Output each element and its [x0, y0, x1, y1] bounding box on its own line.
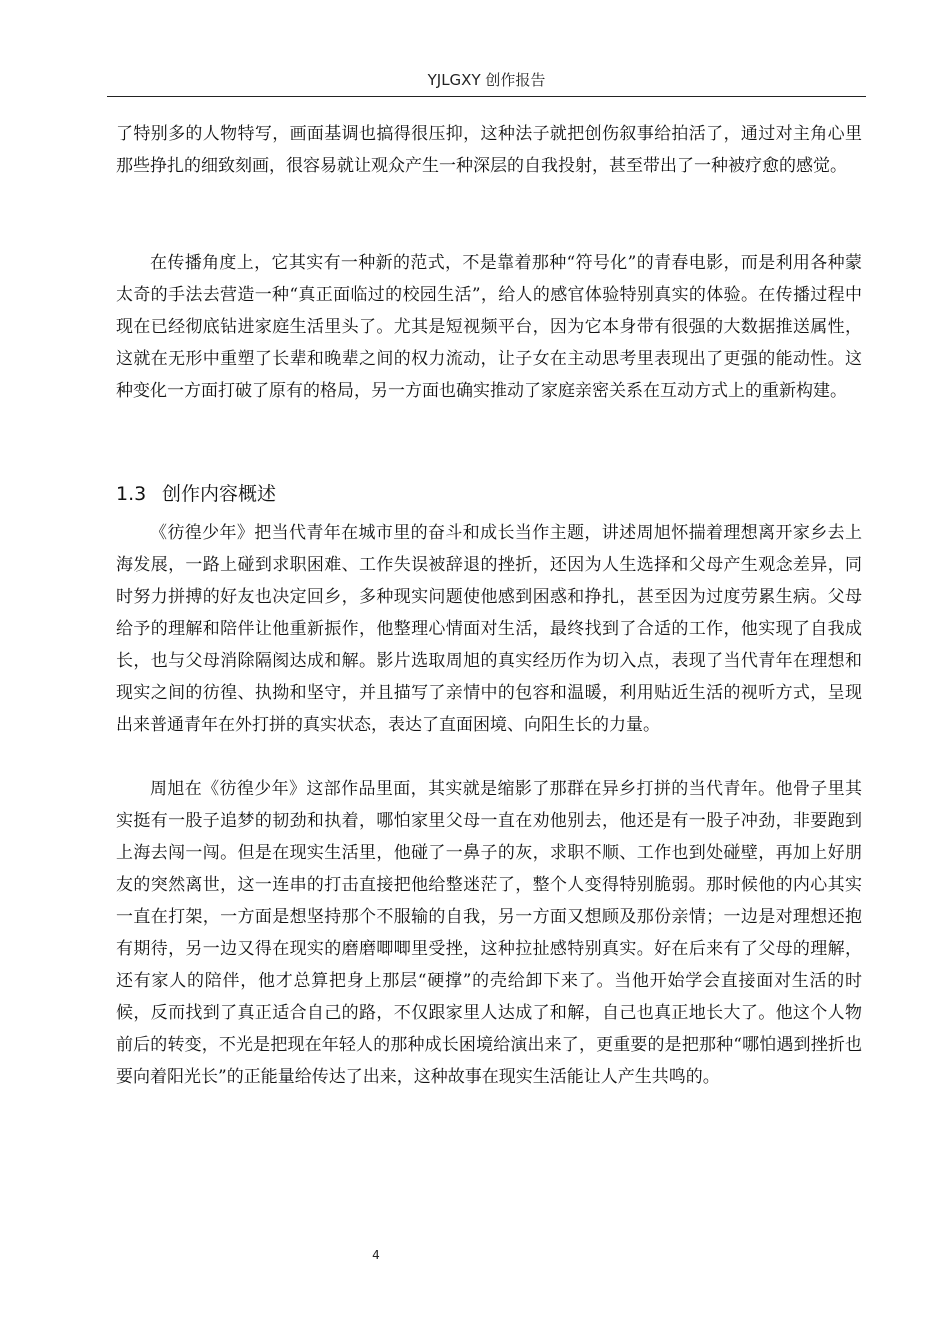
- page-header: [107, 70, 866, 97]
- paragraph-1: 了特别多的人物特写，画面基调也搞得很压抑，这种法子就把创伤叙事给拍活了，通过对主角心里那些挣扎的细致刻画，很容易就让观众产生一种深层的自我投射，甚至带出了一种被疗愈的感觉。: [116, 124, 862, 176]
- paragraph-4: 周旭在《彷徨少年》这部作品里面，其实就是缩影了那群在异乡打拼的当代青年。他骨子里其实挺有一股子追梦的韧劲和执着，哪怕家里父母一直在劝他别去，他还是有一股子冲劲，非要跑到上海去闯一闯。但是在现实生活里，他碰了一鼻子的灰，求职不顺、工作也到处碰壁，再加上好朋友的突然离世，这一连串的打击直接把他给整迷茫了，整个人变得特别脆弱。那时候他的内心其实一直在打架，一方面是想坚持那个不服输的自我，另一方面又想顾及那份亲情；一边是对理想还抱有期待，另一边又得在现实的磨磨唧唧里受挫，这种拉扯感特别真实。好在后来有了父母的理解，还有家人的陪伴，他才总算把身上那层“硬撑”的壳给卸下来了。当他开始学会直接面对生活的时候，反而找到了真正适合自己的路，不仅跟家里人达成了和解，自己也真正地长大了。他这个人物前后的转变，不光是把现在年轻人的那种成长困境给演出来了，更重要的是把那种“哪怕遇到挫折也要向着阳光长”的正能量给传达了出来，这种故事在现实生活能让人产生共鸣的。: [116, 779, 862, 1087]
- section-number: 1.3: [116, 483, 147, 505]
- paragraph-3: 《彷徨少年》把当代青年在城市里的奋斗和成长当作主题，讲述周旭怀揣着理想离开家乡去上海发展，一路上碰到求职困难、工作失误被辞退的挫折，还因为人生选择和父母产生观念差异，同时努力拼搏的好友也决定回乡，多种现实问题使他感到困惑和挣扎，甚至因为过度劳累生病。父母给予的理解和陪伴让他重新振作，他整理心情面对生活，最终找到了合适的工作，他实现了自我成长，也与父母消除隔阂达成和解。影片选取周旭的真实经历作为切入点，表现了当代青年在理想和现实之间的彷徨、执拗和坚守，并且描写了亲情中的包容和温暖，利用贴近生活的视听方式，呈现出来普通青年在外打拼的真实状态，表达了直面困境、向阳生长的力量。: [116, 523, 862, 735]
- header-title: YJLGXY 创作报告: [427, 71, 546, 89]
- section-title: 创作内容概述: [162, 483, 277, 505]
- section-heading: [116, 478, 862, 510]
- paragraph-2: 在传播角度上，它其实有一种新的范式，不是靠着那种“符号化”的青春电影，而是利用各种蒙太奇的手法去营造一种“真正面临过的校园生活”，给人的感官体验特别真实的体验。在传播过程中现在已经彻底钻进家庭生活里头了。尤其是短视频平台，因为它本身带有很强的大数据推送属性，这就在无形中重塑了长辈和晚辈之间的权力流动，让子女在主动思考里表现出了更强的能动性。这种变化一方面打破了原有的格局，另一方面也确实推动了家庭亲密关系在互动方式上的重新构建。: [116, 253, 862, 401]
- page-number: 4: [372, 1248, 380, 1262]
